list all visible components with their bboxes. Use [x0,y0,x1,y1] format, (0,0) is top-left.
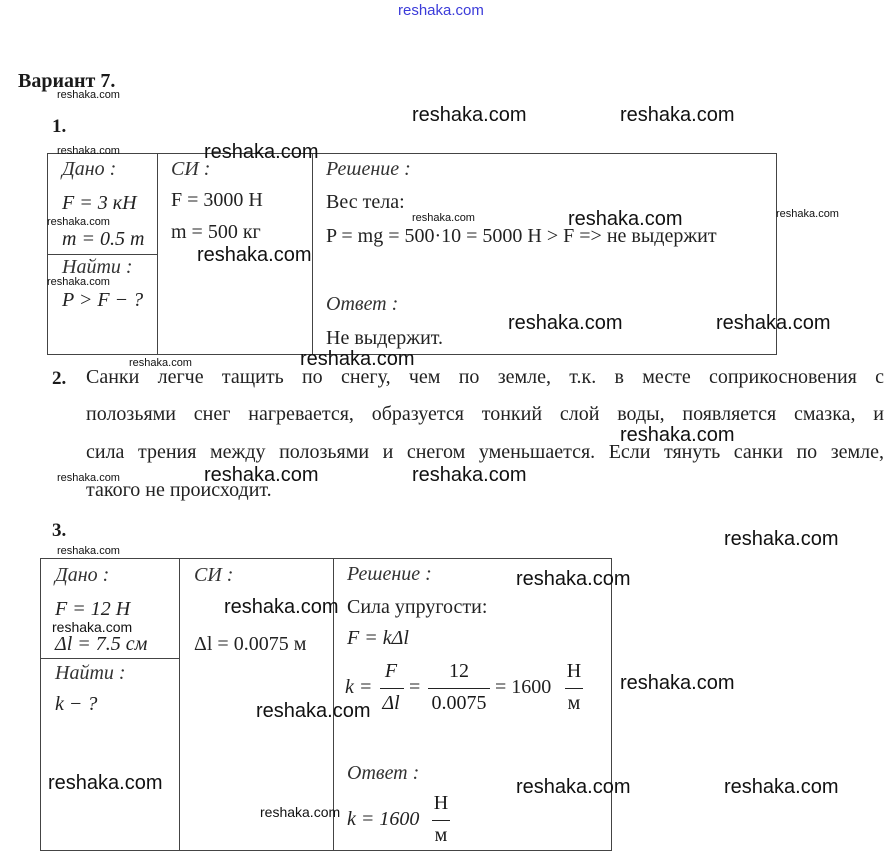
task1-si-f: F = 3000 Н [171,189,263,211]
watermark: reshaka.com [48,772,163,794]
answer-unit-bar [432,820,450,821]
formula-unit-bar [565,688,583,689]
watermark: reshaka.com [57,545,120,557]
task1-solution-line2: P = mg = 500·10 = 5000 Н > F => не выдержит [326,225,717,247]
answer-unit-num: Н [433,792,449,814]
task1-solution-line1: Вес тела: [326,191,405,213]
watermark: reshaka.com [224,596,339,618]
formula-f2-num: 12 [449,660,469,682]
task1-find-label: Найти : [62,256,133,278]
watermark: reshaka.com [197,244,312,266]
watermark: reshaka.com [776,208,839,220]
task2-number: 2. [52,368,67,389]
watermark: reshaka.com [47,276,110,288]
formula-f2-bar [428,688,490,689]
task3-solution-line2: F = kΔl [347,627,409,649]
watermark: reshaka.com [620,672,735,694]
task3-given-f: F = 12 Н [55,598,131,620]
watermark: reshaka.com [57,472,120,484]
watermark: reshaka.com [724,528,839,550]
watermark: reshaka.com [52,619,133,635]
task3-solution-line1: Сила упругости: [347,596,488,618]
task3-si-dl: Δl = 0.0075 м [194,633,307,655]
watermark: reshaka.com [724,776,839,798]
task1-find-value: P > F − ? [62,289,144,311]
task1-si-m: m = 500 кг [171,221,261,243]
watermark: reshaka.com [204,141,319,163]
watermark: reshaka.com [129,357,192,369]
top-watermark: reshaka.com [398,2,484,19]
formula-f1-num: F [384,660,398,682]
watermark: reshaka.com [204,464,319,486]
task3-find-label: Найти : [55,662,126,684]
watermark: reshaka.com [716,312,831,334]
task1-given-f: F = 3 кН [62,192,137,214]
task1-given-label: Дано : [62,158,117,180]
watermark: reshaka.com [516,568,631,590]
watermark: reshaka.com [57,145,120,157]
task2-line: полозьями снег нагревается, образуется тонкий слой воды, появляется смазка, и [86,403,884,425]
task3-given-dl: Δl = 7.5 см [55,633,148,655]
answer-unit-den: м [434,824,448,846]
watermark: reshaka.com [300,348,415,370]
watermark: reshaka.com [47,216,110,228]
watermark: reshaka.com [256,700,371,722]
formula-f1-den: Δl [382,692,400,714]
variant-heading: Вариант 7. [18,70,116,92]
watermark: reshaka.com [568,208,683,230]
formula-unit-num: Н [566,660,582,682]
task1-solution-label: Решение : [326,158,411,180]
task1-given-m: m = 0.5 т [62,228,145,250]
task3-si-label: СИ : [194,564,234,586]
task3-solution-label: Решение : [347,563,432,585]
formula-unit-den: м [567,692,581,714]
task2-line: Санки легче тащить по снегу, чем по земле, т.к. в месте соприкосновения с [86,366,884,388]
task2-line: сила трения между полозьями и снегом уменьшается. Если тянуть санки по земле, [86,441,884,463]
task1-answer: Не выдержит. [326,327,444,349]
task2-line: такого не происходит. [86,479,272,501]
watermark: reshaka.com [620,424,735,446]
watermark: reshaka.com [516,776,631,798]
task3-number: 3. [52,520,67,541]
watermark: reshaka.com [412,464,527,486]
task3-answer-label: Ответ : [347,762,420,784]
formula-k-eq: k = [345,676,373,698]
formula-eq2: = [409,676,421,698]
watermark: reshaka.com [412,104,527,126]
formula-eq3: = 1600 [495,676,552,698]
task3-find-value: k − ? [55,693,98,715]
watermark: reshaka.com [260,804,341,820]
task3-given-label: Дано : [55,564,110,586]
watermark: reshaka.com [57,89,120,101]
watermark: reshaka.com [620,104,735,126]
task1-number: 1. [52,116,67,137]
task3-answer-k: k = 1600 [347,808,420,830]
watermark: reshaka.com [412,212,475,224]
watermark: reshaka.com [508,312,623,334]
task1-si-label: СИ : [171,158,211,180]
formula-f1-bar [380,688,404,689]
task1-answer-label: Ответ : [326,293,399,315]
formula-f2-den: 0.0075 [431,692,487,714]
